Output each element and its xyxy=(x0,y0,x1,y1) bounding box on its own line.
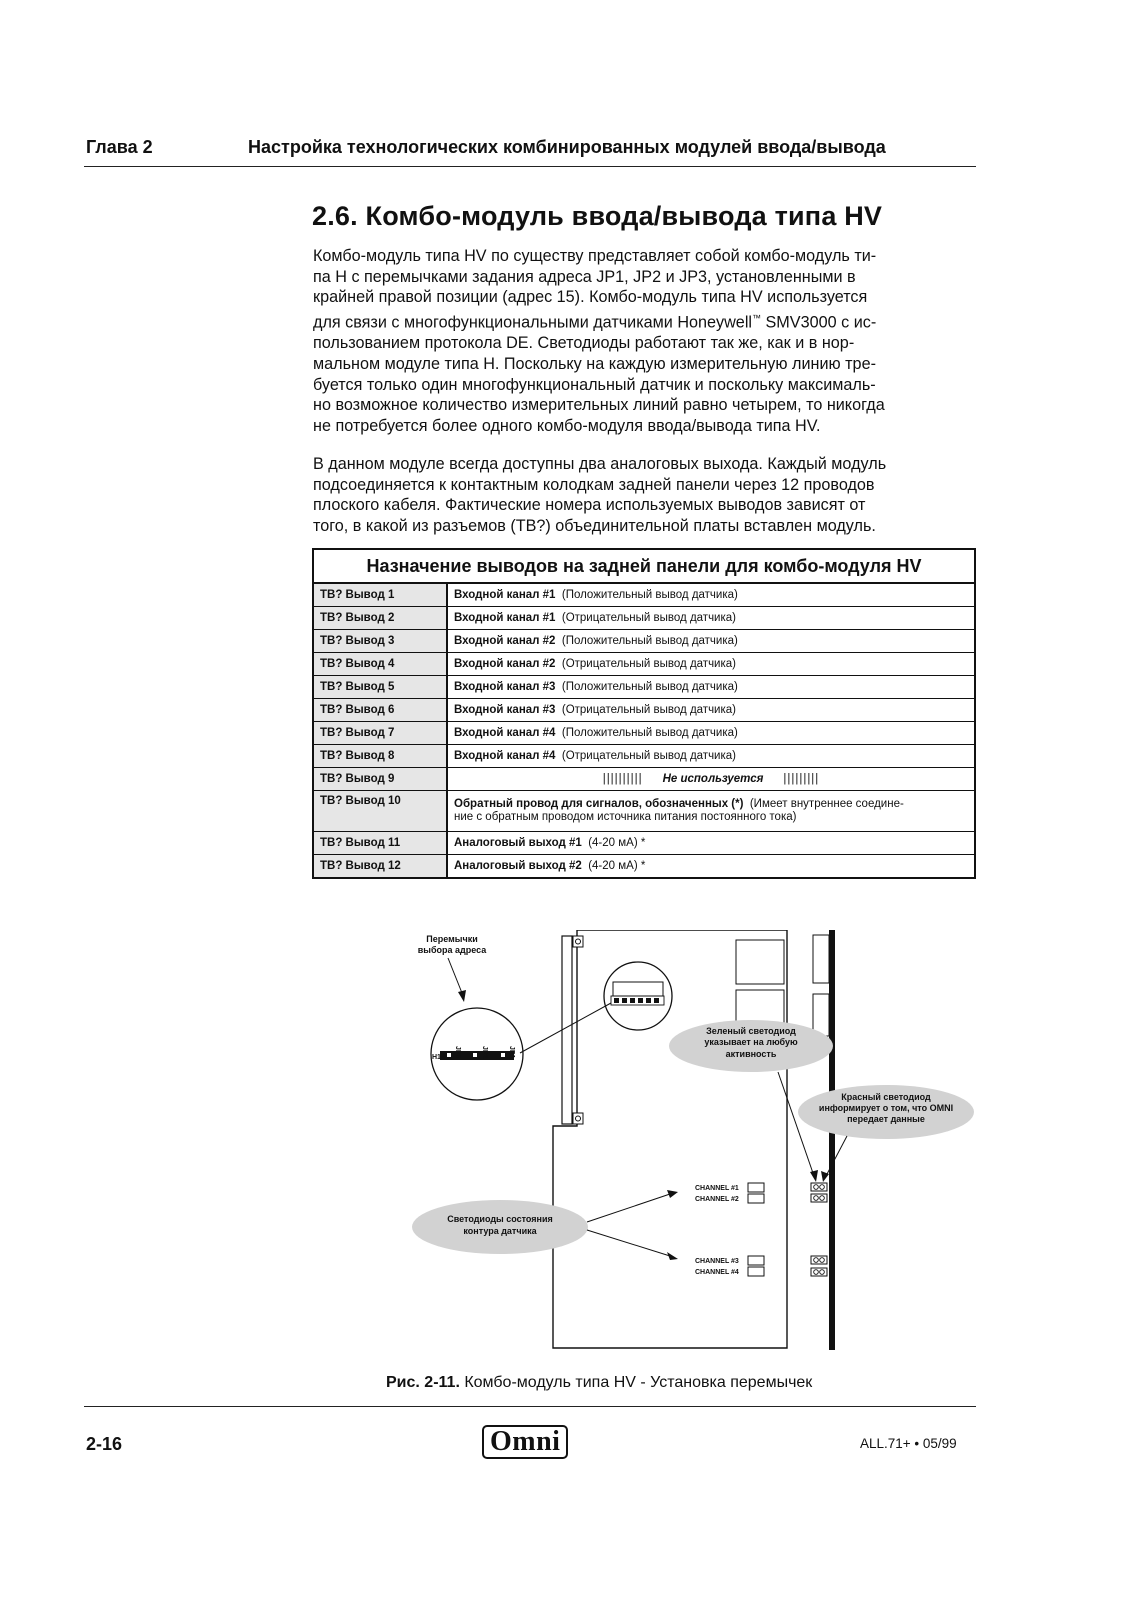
red-led-text-1: Красный светодиод xyxy=(841,1092,931,1102)
channel-4-label: CHANNEL #4 xyxy=(695,1269,739,1276)
backplane-leds xyxy=(811,1183,827,1276)
table-row xyxy=(313,768,975,791)
jp2-label: JP2 xyxy=(481,1046,488,1059)
jumper-diagram xyxy=(400,930,1000,1360)
backplane xyxy=(829,930,835,1350)
status-text-1: Светодиоды состояния xyxy=(447,1214,553,1224)
table-row xyxy=(313,607,975,630)
desc-cell: Аналоговый выход #2 (4-20 мА) * xyxy=(447,855,975,879)
chapter-label: Глава 2 xyxy=(86,137,153,157)
h1-label: H1 xyxy=(432,1054,441,1061)
table-row xyxy=(313,630,975,653)
table-row xyxy=(313,653,975,676)
desc-cell: Входной канал #2 (Отрицательный вывод датчика) xyxy=(447,653,975,676)
pin-cell: TB? Вывод 1 xyxy=(313,583,447,607)
header-rule xyxy=(84,166,976,167)
green-led-text-1: Зеленый светодиод xyxy=(706,1026,796,1036)
table-row xyxy=(313,722,975,745)
desc-cell: Аналоговый выход #1 (4-20 мА) * xyxy=(447,832,975,855)
table-row xyxy=(313,791,975,832)
table-row xyxy=(313,832,975,855)
desc-cell: Входной канал #3 (Отрицательный вывод датчика) xyxy=(447,699,975,722)
pin-cell: TB? Вывод 8 xyxy=(313,745,447,768)
footer-rule xyxy=(84,1406,976,1407)
red-led-text-3: передает данные xyxy=(847,1114,925,1124)
desc-cell: Входной канал #4 (Отрицательный вывод датчика) xyxy=(447,745,975,768)
omni-logo: Omni xyxy=(482,1425,568,1459)
desc-cell: Обратный провод для сигналов, обозначенных (*) (Имеет внутреннее соедине- ние с обратным проводом источника питания постоянного тока) xyxy=(447,791,975,832)
channel-2-label: CHANNEL #2 xyxy=(695,1196,739,1203)
jumper-label-2: выбора адреса xyxy=(417,945,487,955)
desc-cell: Входной канал #3 (Положительный вывод датчика) xyxy=(447,676,975,699)
pin-cell: TB? Вывод 3 xyxy=(313,630,447,653)
backplane-box xyxy=(813,935,829,983)
table-row xyxy=(313,676,975,699)
table-row xyxy=(313,583,975,607)
paragraph-2: В данном модуле всегда доступны два аналоговых выхода. Каждый модуль подсоединяется к контактным колодкам задней панели через 12 проводов плоского кабеля. Фактические номера используемых выводов зависят от того, в какой из разъемов (TB?) объединительной платы вставлен модуль. xyxy=(313,455,887,536)
chapter-title: Настройка технологических комбинированных модулей ввода/вывода xyxy=(248,137,886,157)
channel-3-label: CHANNEL #3 xyxy=(695,1258,739,1265)
pin-cell: TB? Вывод 7 xyxy=(313,722,447,745)
pin-cell: TB? Вывод 9 xyxy=(313,768,447,791)
pin-cell: TB? Вывод 11 xyxy=(313,832,447,855)
pin-cell: TB? Вывод 4 xyxy=(313,653,447,676)
red-led-text-2: информирует о том, что OMNI xyxy=(818,1103,954,1113)
pin-cell: TB? Вывод 2 xyxy=(313,607,447,630)
desc-cell: |||||||||| Не используется ||||||||| xyxy=(447,768,975,791)
channel-1-label: CHANNEL #1 xyxy=(695,1185,739,1192)
green-led-text-3: активность xyxy=(725,1049,777,1059)
desc-cell: Входной канал #1 (Положительный вывод датчика) xyxy=(447,583,975,607)
jumper-label-1: Перемычки xyxy=(426,934,478,944)
jp3-label: JP3 xyxy=(454,1046,461,1059)
section-title: 2.6. Комбо-модуль ввода/вывода типа HV xyxy=(312,201,883,231)
table-row xyxy=(313,745,975,768)
desc-cell: Входной канал #2 (Положительный вывод датчика) xyxy=(447,630,975,653)
jp1-label: JP1 xyxy=(508,1046,515,1059)
table-row xyxy=(313,699,975,722)
table-row xyxy=(313,855,975,879)
pin-cell: TB? Вывод 6 xyxy=(313,699,447,722)
desc-cell: Входной канал #1 (Отрицательный вывод датчика) xyxy=(447,607,975,630)
pin-cell: TB? Вывод 12 xyxy=(313,855,447,879)
pin-assignment-table xyxy=(312,548,976,879)
table-title: Назначение выводов на задней панели для комбо-модуля HV xyxy=(313,549,975,583)
pin-cell: TB? Вывод 5 xyxy=(313,676,447,699)
status-text-2: контура датчика xyxy=(463,1226,537,1236)
pin-cell: TB? Вывод 10 xyxy=(313,791,447,832)
component-box xyxy=(736,940,784,984)
edge-connector xyxy=(562,936,572,1124)
document-code: ALL.71+ • 05/99 xyxy=(860,1436,957,1451)
green-led-text-2: указывает на любую xyxy=(704,1037,798,1047)
desc-cell: Входной канал #4 (Положительный вывод датчика) xyxy=(447,722,975,745)
paragraph-1: Комбо-модуль типа HV по существу представляет собой комбо-модуль ти- па H с перемычками задания адреса JP1, JP2 и JP3, установленными в крайней правой позиции (адрес 15). Комбо-модуль типа HV используется для связи с многофункциональными датчиками Honeywell™ SMV3000 с ис- пользованием протокола DE. Светодиоды работают так же, как и в нор- мальном модуле типа H. Поскольку на каждую измерительную линию тре- буется только один многофункциональный датчик и поскольку максималь- но возможное количество измерительных линий равно четырем, то никогда не потребуется более одного комбо-модуля ввода/вывода типа HV. xyxy=(313,247,885,436)
page-number: 2-16 xyxy=(86,1434,123,1454)
figure-caption: Рис. 2-11. Комбо-модуль типа HV - Установка перемычек xyxy=(386,1374,813,1391)
backplane-box xyxy=(813,994,829,1036)
